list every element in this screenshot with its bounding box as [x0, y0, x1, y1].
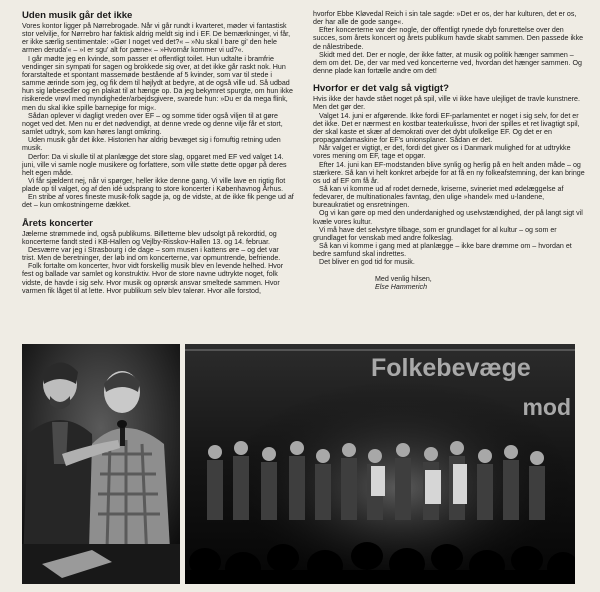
section-heading-music: Uden musik går det ikke [22, 10, 133, 21]
right-column [313, 10, 585, 291]
banner-text: Folkebevæge [371, 354, 531, 382]
paragraph: Sådan oplever vi dagligt vreden over EF – og somme tider også viljen til at gøre noget ved det. Men nu er det nødvendigt, at denne vrede og denne vilje får et stort, samlet udtryk, som kan høres langt omkring. [22, 111, 283, 137]
paragraph: Uden musik går det ikke. Historien har aldrig bevæget sig i fornuftig retning uden musik. [22, 136, 281, 153]
paragraph: Desværre var jeg i Strasbourg i de dage – som musen i kattens øre – og det var trist. Men de beretninger, der løb ind om koncerterne, var opmuntrende, befriende. [22, 245, 281, 263]
paragraph: Vi må have det selvstyre tilbage, som er grundlaget for al kultur – og som er grundlaget for venskab med andre folkeslag. [313, 225, 557, 242]
paragraph: Vores kontor ligger på Nørrebrogade. Når vi går rundt i kvarteret, møder vi fantastisk stor velvilje, for Nørrebro har faktisk aldrig meldt sig ind i EF. De bemærkninger, vi får, er ikke særlig sentimentale: »Gør I noget ved det?« – »Nu skal I bare gi' den hele armen deruda'« – »I er sgu' alt for pæne« – »Hvornår kommer vi ud?«. [22, 22, 291, 55]
paragraph: Så kan vi komme i gang med at planlægge – ikke bare drømme om – hvordan et bedre samfund skal indrettes. [313, 242, 572, 259]
photo-stage-crowd [185, 344, 575, 584]
paragraph: Så kan vi komme ud af rodet dernede, kriserne, svineriet med ødelæggelse af fedevarer, de multinationales favntag, den ulige »handel« med u-landene, bureaukratiet og ensretningen. [313, 184, 564, 210]
paragraph: Derfor: Da vi skulle til at planlægge det store slag, opgaret med EF ved valget 14. juni, ville vi samle nogle musikere og forfattere, som ville støtte dette opgør på deres helt egen måde. [22, 152, 287, 177]
paragraph: Og vi kan gøre op med den underdanighed og uselvstændighed, der på langt sigt vil kvæle vores kultur. [313, 209, 583, 226]
paragraph: hvorfor Ebbe Kløvedal Reich i sin tale sagde: »Det er os, der har kulturen, det er os, der har alle de gode sange«. [313, 10, 577, 27]
paragraph: Vi får sjældent nej, når vi spørger, heller ikke denne gang. Vi ville lave en rigtig flot plade op til valget, og af den idé udsprang to store koncerter i Københavnog Århus. [22, 176, 286, 194]
paragraph: En stribe af vores fineste musik-folk sagde ja, og de vidste, at de ikke fik penge ud af det – kun omkostningerne dækket. [22, 193, 294, 210]
section-heading-concerts: Årets koncerter [22, 217, 93, 229]
signature-name: Else Hammerich [375, 282, 428, 291]
paragraph: Det bliver en god tid for musik. [319, 258, 415, 267]
paragraph: Jælerne strømmede ind, også publikums. Billetterne blev udsolgt på rekordtid, og koncerterne fandt sted i KB-Hallen og Vejlby-Risskov-Hallen 13. og 14. februar. [22, 229, 277, 246]
paragraph: Efter 14. juni kan EF-modstanden blive synlig og herlig på en helt anden måde – og stærkere. Så kan vi helt konkret arbejde for at få en ny folkeafstemning, der kan bringe os ud af EF om få år. [313, 160, 585, 185]
banner-text: mod [522, 394, 571, 420]
signature [375, 275, 585, 291]
photo-two-singers [22, 344, 180, 584]
paragraph: Efter koncerterne var der nogle, der offentligt rynede dyb forurettelse over den succes, som årets koncert og årets publikum havde skabt sammen. Den passede ikke de nålestribede. [313, 26, 584, 51]
paragraph: Valget 14. juni er afgørende. Ikke fordi EF-parlamentet er noget i sig selv, for det er det ikke. Det er nærmest en kostbar teaterkulisse, hvori der spilles et ret livagtigt spil, der skal kaste et skær af demokrati over det dybt ufolkelige EF. Og det er en propagandamaskine for EF's unionsplaner. Sådan er det. [313, 111, 580, 145]
signature-greeting: Med venlig hilsen, [375, 274, 432, 283]
paragraph: I går mødte jeg en kvinde, som passer et offentligt toilet. Hun udtalte i bramfrie vendinger sin sympati for sagen og brokkede sig over, at det ikke går raskt nok. Hun forarstaltede et spontant massemøde bestående af 5 kvinder, som var til stede i samme ærinde som jeg, og fik dem til højlydt at bedyre, at de også ville ud. Så udbad hun sig løbesedler og en plakat til at hænge op. Da jeg bekymret spurgte, om hun ikke risikerede vrøvl med myndigheder/arbejdsgivere, svarede hun: »Du er da mega flink, men du skal ikke spille barnepige for mig«. [22, 54, 293, 112]
paragraph: Hvis ikke der havde stået noget på spil, ville vi ikke have ulejliget de travle kunstnere. Men det gør der. [313, 95, 580, 112]
section-heading-election: Hvorfor er det valg så vigtigt? [313, 83, 449, 95]
paragraph: Når valget er vigtigt, er det, fordi det giver os i Danmark mulighed for at udtrykke vores mening om EF, tage et opgør. [313, 144, 571, 161]
paragraph: Skidt med det. Der er nogle, der ikke fatter, at musik og politik hænger sammen – dem om det. De, der var med ved koncerterne ved, hvordan det hænger sammen. Og denne plade kan fortælle andre om det! [313, 50, 582, 76]
left-column [22, 10, 294, 295]
photo-two-singers-graphic [22, 344, 180, 584]
paragraph: Folk fortalte om koncerter, hvor vidt forskellig musik blev en levende helhed. Hvor fest og ballade var samlet og konstruktiv. Hvor de store navne udtrykte noget, folk vidste, de havde i sig selv. Hvor musik og oprørsk ansvar smeltede sammen. Hvor varmen fik låget til at lette. Hvor publikum selv blev talerør. Hvor alle forstod, [22, 262, 284, 295]
